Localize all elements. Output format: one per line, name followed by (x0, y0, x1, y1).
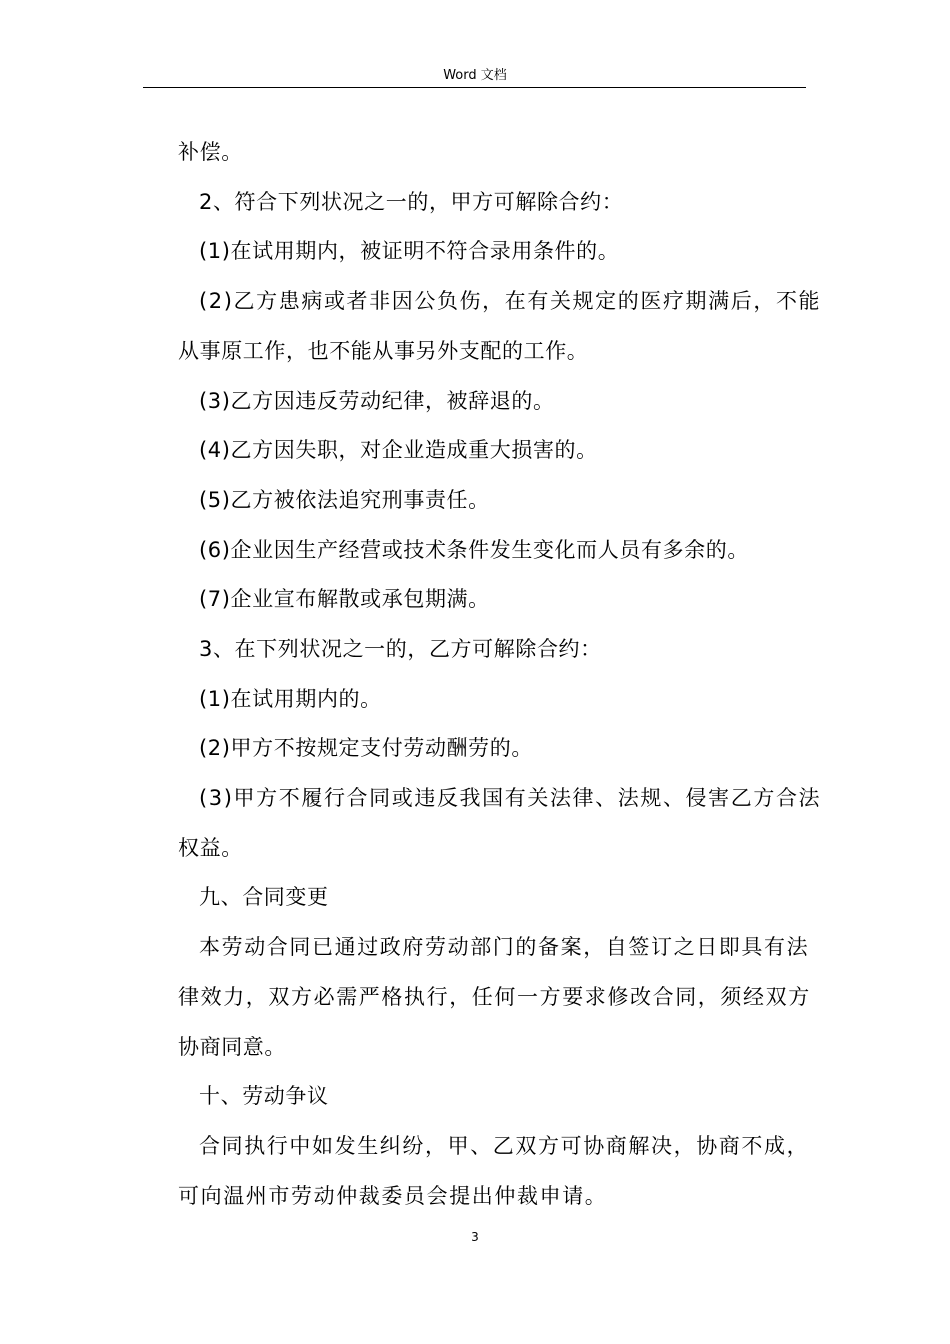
section-heading: 九、合同变更 (199, 885, 329, 909)
text-line: 2、符合下列状况之一的，甲方可解除合约： (199, 190, 624, 214)
text-line: 可向温州市劳动仲裁委员会提出仲裁申请。 (178, 1184, 608, 1208)
text-line: (4)乙方因失职，对企业造成重大损害的。 (199, 438, 598, 462)
text-line: (2)乙方患病或者非因公负伤，在有关规定的医疗期满后，不能 (199, 289, 822, 313)
text-line: 3、在下列状况之一的，乙方可解除合约： (199, 637, 602, 661)
text-line: 协商同意。 (178, 1035, 286, 1059)
text-line: (2)甲方不按规定支付劳动酬劳的。 (199, 736, 533, 760)
text-line: 律效力，双方必需严格执行，任何一方要求修改合同，须经双方 (178, 985, 811, 1009)
text-line: (3)甲方不履行合同或违反我国有关法律、法规、侵害乙方合法 (199, 786, 822, 810)
text-line: (1)在试用期内的。 (199, 687, 382, 711)
text-line: (6)企业因生产经营或技术条件发生变化而人员有多余的。 (199, 538, 749, 562)
text-line: (3)乙方因违反劳动纪律，被辞退的。 (199, 389, 555, 413)
text-line: 补偿。 (178, 140, 243, 164)
text-line: 合同执行中如发生纠纷，甲、乙双方可协商解决，协商不成， (199, 1134, 810, 1158)
text-line: (5)乙方被依法追究刑事责任。 (199, 488, 490, 512)
text-line: 从事原工作，也不能从事另外支配的工作。 (178, 339, 589, 363)
header-title: Word 文档 (443, 68, 507, 83)
header-divider (143, 87, 806, 88)
text-line: 本劳动合同已通过政府劳动部门的备案，自签订之日即具有法 (199, 935, 810, 959)
section-heading: 十、劳动争议 (199, 1084, 329, 1108)
page-number: 3 (471, 1230, 479, 1244)
text-line: (7)企业宣布解散或承包期满。 (199, 587, 490, 611)
text-line: (1)在试用期内，被证明不符合录用条件的。 (199, 239, 620, 263)
text-line: 权益。 (178, 836, 243, 860)
